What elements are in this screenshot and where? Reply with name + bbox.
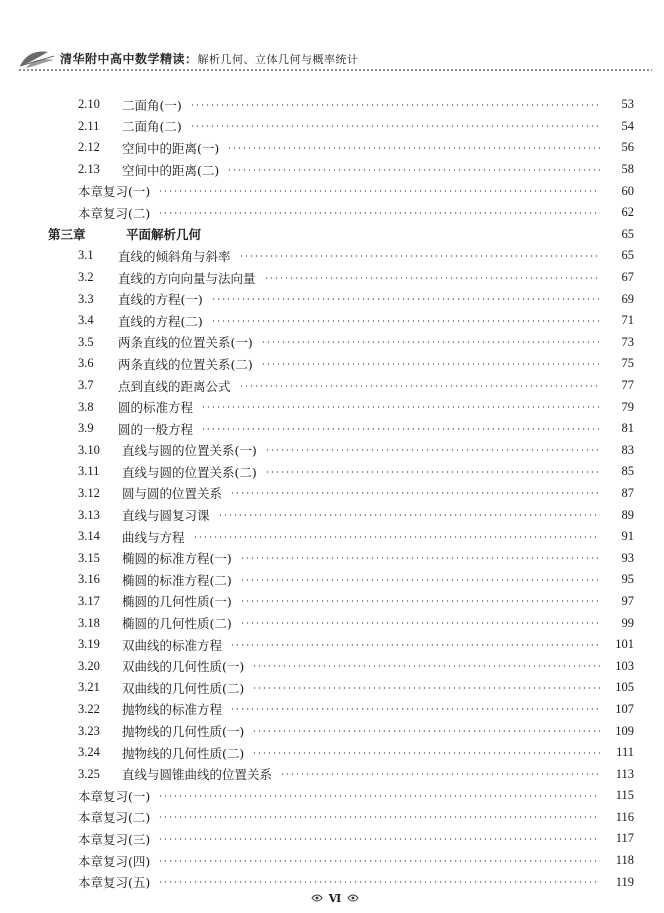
toc-title: 二面角(二) [122,119,182,135]
toc-entry[interactable] [48,504,634,526]
book-title: 清华附中高中数学精读： [60,52,198,66]
toc-title: 椭圆的标准方程(一) [122,551,232,567]
toc-number: 3.1 [78,248,94,263]
toc-entry[interactable] [48,310,634,332]
toc-number: 3.4 [78,313,94,328]
toc-title: 本章复习(一) [78,184,151,200]
toc-title: 空间中的距离(二) [122,162,220,178]
header-dotted-rule [18,68,652,72]
toc-page-number: 107 [615,701,634,716]
toc-number: 3.10 [78,442,100,457]
toc-page-number: 56 [621,140,634,155]
toc-title: 双曲线的几何性质(二) [122,680,245,696]
page-footer [300,889,370,907]
toc-entry[interactable] [48,807,634,829]
toc-chapter-row[interactable] [48,224,634,246]
toc-title: 抛物线的几何性质(一) [122,724,245,740]
toc-page-number: 113 [615,766,634,781]
toc-title: 两条直线的位置关系(二) [118,356,253,372]
toc-title: 直线与圆锥曲线的位置关系 [122,767,273,783]
dot-leader [230,708,600,710]
toc-entry[interactable] [48,634,634,656]
toc-number: 3.8 [78,399,94,414]
dot-leader [158,212,600,214]
toc-title: 双曲线的标准方程 [122,637,223,653]
toc-entry[interactable] [48,677,634,699]
toc-entry[interactable] [48,332,634,354]
toc-entry[interactable] [48,396,634,418]
toc-entry[interactable] [48,245,634,267]
toc-entry[interactable] [48,591,634,613]
toc-title: 本章复习(二) [78,810,151,826]
toc-title: 直线与圆的位置关系(一) [122,443,257,459]
toc-page-number: 97 [621,593,634,608]
toc-number: 3.20 [78,658,100,673]
toc-number: 3.19 [78,637,100,652]
toc-number: 3.22 [78,701,100,716]
toc-page-number: 119 [615,874,634,889]
toc-number: 2.10 [78,97,100,112]
toc-title: 直线与圆的位置关系(二) [122,464,257,480]
toc-entry[interactable] [48,655,634,677]
toc-entry[interactable] [48,785,634,807]
toc-entry[interactable] [48,720,634,742]
toc-title: 点到直线的距离公式 [118,378,231,394]
toc-title: 二面角(一) [122,97,182,113]
toc-number: 3.5 [78,334,94,349]
toc-number: 3.3 [78,291,94,306]
toc-page-number: 109 [615,723,634,738]
dot-leader [230,492,600,494]
toc-entry[interactable] [48,612,634,634]
page-folio: Ⅵ [328,892,342,905]
toc-page-number: 73 [621,334,634,349]
toc-page-number: 101 [615,637,634,652]
dot-leader [240,622,600,624]
toc-title: 本章复习(三) [78,831,151,847]
toc-title: 椭圆的几何性质(一) [122,594,232,610]
toc-page-number: 65 [621,248,634,263]
toc-entry[interactable] [48,353,634,375]
ornament-icon [311,893,323,903]
dot-leader [264,277,600,279]
dot-leader [239,255,600,257]
toc-entry[interactable] [48,828,634,850]
toc-entry[interactable] [48,116,634,138]
dot-leader [201,428,600,430]
table-of-contents [48,94,634,893]
toc-title: 直线的方程(二) [118,313,203,329]
toc-number: 3.24 [78,745,100,760]
toc-title: 本章复习(一) [78,788,151,804]
toc-page-number: 81 [621,421,634,436]
toc-page-number: 75 [621,356,634,371]
toc-number: 2.12 [78,140,100,155]
toc-page-number: 79 [621,399,634,414]
dot-leader [211,320,600,322]
toc-number: 3.6 [78,356,94,371]
toc-page-number: 118 [615,853,634,868]
dot-leader [261,363,600,365]
toc-page-number: 99 [621,615,634,630]
running-header [12,40,652,74]
toc-number: 3.21 [78,680,100,695]
toc-page-number: 54 [621,118,634,133]
toc-number: 3.11 [78,464,100,479]
toc-title: 直线的方程(一) [118,292,203,308]
toc-title: 椭圆的几何性质(二) [122,616,232,632]
dot-leader [211,298,600,300]
dot-leader [201,406,600,408]
toc-title: 椭圆的标准方程(二) [122,572,232,588]
toc-page-number: 60 [621,183,634,198]
toc-title: 曲线与方程 [122,529,185,545]
toc-page-number: 115 [615,788,634,803]
dot-leader [158,838,600,840]
toc-number: 3.25 [78,766,100,781]
toc-entry[interactable] [48,94,634,116]
toc-number: 3.13 [78,507,100,522]
toc-number: 第三章 [48,228,86,243]
dot-leader [230,644,600,646]
dot-leader [252,730,600,732]
toc-title: 双曲线的几何性质(一) [122,659,245,675]
toc-page-number: 69 [621,291,634,306]
dot-leader [218,514,600,516]
toc-title: 直线的方向向量与法向量 [118,270,256,286]
toc-number: 3.15 [78,550,100,565]
toc-title: 本章复习(二) [78,205,151,221]
toc-page-number: 58 [621,162,634,177]
toc-entry[interactable] [48,202,634,224]
dot-leader [158,860,600,862]
toc-page-number: 87 [621,485,634,500]
toc-entry[interactable] [48,461,634,483]
leaf-logo-icon [18,46,58,70]
toc-title: 圆的标准方程 [118,400,194,416]
toc-entry[interactable] [48,159,634,181]
toc-page-number: 95 [621,572,634,587]
dot-leader [252,752,600,754]
toc-entry[interactable] [48,440,634,462]
ornament-icon [347,893,359,903]
toc-entry[interactable] [48,288,634,310]
toc-page-number: 91 [621,529,634,544]
toc-entry[interactable] [48,418,634,440]
dot-leader [240,557,600,559]
toc-entry[interactable] [48,526,634,548]
toc-number: 3.23 [78,723,100,738]
dot-leader [158,190,600,192]
toc-title: 本章复习(五) [78,875,151,891]
dot-leader [209,233,600,235]
toc-page-number: 83 [621,442,634,457]
toc-page-number: 71 [621,313,634,328]
dot-leader [280,773,600,775]
dot-leader [158,881,600,883]
toc-title: 平面解析几何 [126,227,202,243]
toc-entry[interactable] [48,742,634,764]
toc-entry[interactable] [48,483,634,505]
toc-number: 3.7 [78,378,94,393]
dot-leader [240,600,600,602]
dot-leader [252,687,600,689]
toc-title: 本章复习(四) [78,853,151,869]
toc-number: 2.11 [78,118,100,133]
toc-page-number: 93 [621,550,634,565]
toc-number: 3.17 [78,593,100,608]
toc-title: 抛物线的标准方程 [122,702,223,718]
toc-number: 3.16 [78,572,100,587]
toc-title: 直线的倾斜角与斜率 [118,248,231,264]
dot-leader [227,147,600,149]
toc-title: 圆的一般方程 [118,421,194,437]
dot-leader [240,579,600,581]
dot-leader [265,471,600,473]
dot-leader [261,341,600,343]
toc-entry[interactable] [48,763,634,785]
toc-entry[interactable] [48,699,634,721]
toc-title: 圆与圆的位置关系 [122,486,223,502]
toc-page-number: 67 [621,270,634,285]
dot-leader [239,385,600,387]
toc-page-number: 105 [615,680,634,695]
toc-number: 2.13 [78,162,100,177]
dot-leader [227,169,600,171]
toc-title: 直线与圆复习课 [122,508,210,524]
dot-leader [190,125,600,127]
toc-entry[interactable] [48,547,634,569]
toc-page-number: 65 [621,226,634,241]
toc-title: 两条直线的位置关系(一) [118,335,253,351]
toc-entry[interactable] [48,569,634,591]
dot-leader [265,449,600,451]
toc-page-number: 85 [621,464,634,479]
dot-leader [252,665,600,667]
toc-entry[interactable] [48,850,634,872]
toc-page-number: 111 [616,745,634,760]
toc-title: 空间中的距离(一) [122,140,220,156]
toc-number: 3.12 [78,485,100,500]
toc-number: 3.18 [78,615,100,630]
dot-leader [193,536,600,538]
toc-page-number: 117 [615,831,634,846]
toc-number: 3.9 [78,421,94,436]
header-title [60,50,359,67]
book-subtitle: 解析几何、立体几何与概率统计 [197,53,359,66]
toc-entry[interactable] [48,267,634,289]
toc-entry[interactable] [48,180,634,202]
dot-leader [158,816,600,818]
toc-title: 抛物线的几何性质(二) [122,745,245,761]
toc-page-number: 62 [621,205,634,220]
dot-leader [158,795,600,797]
toc-page-number: 116 [615,809,634,824]
toc-entry[interactable] [48,137,634,159]
toc-page-number: 77 [621,378,634,393]
toc-number: 3.2 [78,270,94,285]
dot-leader [190,104,600,106]
toc-entry[interactable] [48,375,634,397]
toc-page-number: 103 [615,658,634,673]
toc-page-number: 53 [621,97,634,112]
toc-number: 3.14 [78,529,100,544]
toc-page-number: 89 [621,507,634,522]
